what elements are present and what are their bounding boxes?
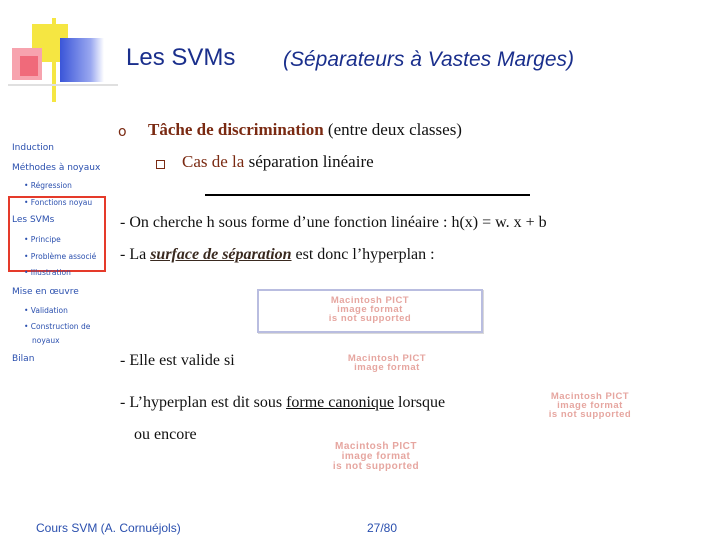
sidebar-item-mise-en-oeuvre[interactable]: Mise en œuvre [12,287,79,297]
page-subtitle: (Séparateurs à Vastes Marges) [283,48,575,71]
pict4-line1: Macintosh PICT [334,441,417,452]
pict1-line1: Macintosh PICT [330,295,410,306]
deco-vertical-line [52,18,56,102]
pict3-line2: image format [557,400,623,411]
pict1-line3: is not supported [328,313,412,324]
line-surface-separation [120,246,435,264]
sidebar-item-validation[interactable]: • Validation [24,306,68,315]
line2-pre: - La [120,246,147,263]
line2-term: surface de séparation [150,246,292,263]
point-separation [182,152,374,172]
pict1-line2: image format [337,304,403,315]
deco-blue-square [60,38,104,82]
point-discrimination-rest: (entre deux classes) [327,120,462,139]
deco-horizontal-line [8,84,118,86]
horizontal-separator [205,194,530,196]
bullet-square-icon [156,160,165,169]
line-fonction-lineaire: - On cherche h sous forme d’une fonction linéaire : h(x) = w. x + b [120,214,547,231]
line-forme-canonique [120,394,445,412]
line-ou-encore: ou encore [134,426,197,443]
deco-red-square-inner [20,56,38,76]
line2-post: est donc l’hyperplan : [295,246,435,263]
pict2-line1: Macintosh PICT [347,353,427,364]
sidebar-item-fonctions-noyau[interactable]: • Fonctions noyau [24,198,93,207]
sidebar-item-probleme-associe[interactable]: • Problème associé [24,252,97,261]
pict4-line3: is not supported [332,461,420,472]
sidebar-item-bilan[interactable]: Bilan [12,354,35,364]
line-valide-si: - Elle est valide si [120,352,235,369]
point-separation-part2: séparation linéaire [248,152,374,171]
sidebar-item-principe[interactable]: • Principe [24,235,61,244]
sidebar-item-regression[interactable]: • Régression [24,181,72,190]
pict-placeholder-4 [262,442,490,472]
pict4-line2: image format [341,451,411,462]
bullet-circle-icon: o [118,124,127,140]
point-discrimination [148,120,462,140]
sidebar-item-induction[interactable]: Induction [12,143,54,153]
pict3-line1: Macintosh PICT [550,391,630,402]
pict-placeholder-3 [516,392,664,419]
sidebar-item-construction-noyaux-cont[interactable]: noyaux [32,336,60,345]
point-discrimination-bold: Tâche de discrimination [148,120,324,139]
page-title: Les SVMs [126,44,236,71]
sidebar-item-svms[interactable]: Les SVMs [12,215,55,225]
page-number: 27/80 [367,521,398,535]
point-separation-part1: Cas de la [182,152,245,171]
sidebar-item-methodes-noyaux[interactable]: Méthodes à noyaux [12,163,101,173]
pict3-line3: is not supported [548,409,632,420]
footer-credit: Cours SVM (A. Cornuéjols) [36,521,181,535]
sidebar-item-construction-noyaux[interactable]: • Construction de [24,322,91,331]
line4-pre: - L’hyperplan est dit sous [120,394,283,411]
sidebar-item-illustration[interactable]: • Illustration [24,268,71,277]
pict-placeholder-2 [312,354,462,372]
pict2-line2: image format [354,362,420,373]
pict-placeholder-1 [257,289,483,333]
line4-post: lorsque [398,394,446,411]
line4-term: forme canonique [286,394,395,411]
